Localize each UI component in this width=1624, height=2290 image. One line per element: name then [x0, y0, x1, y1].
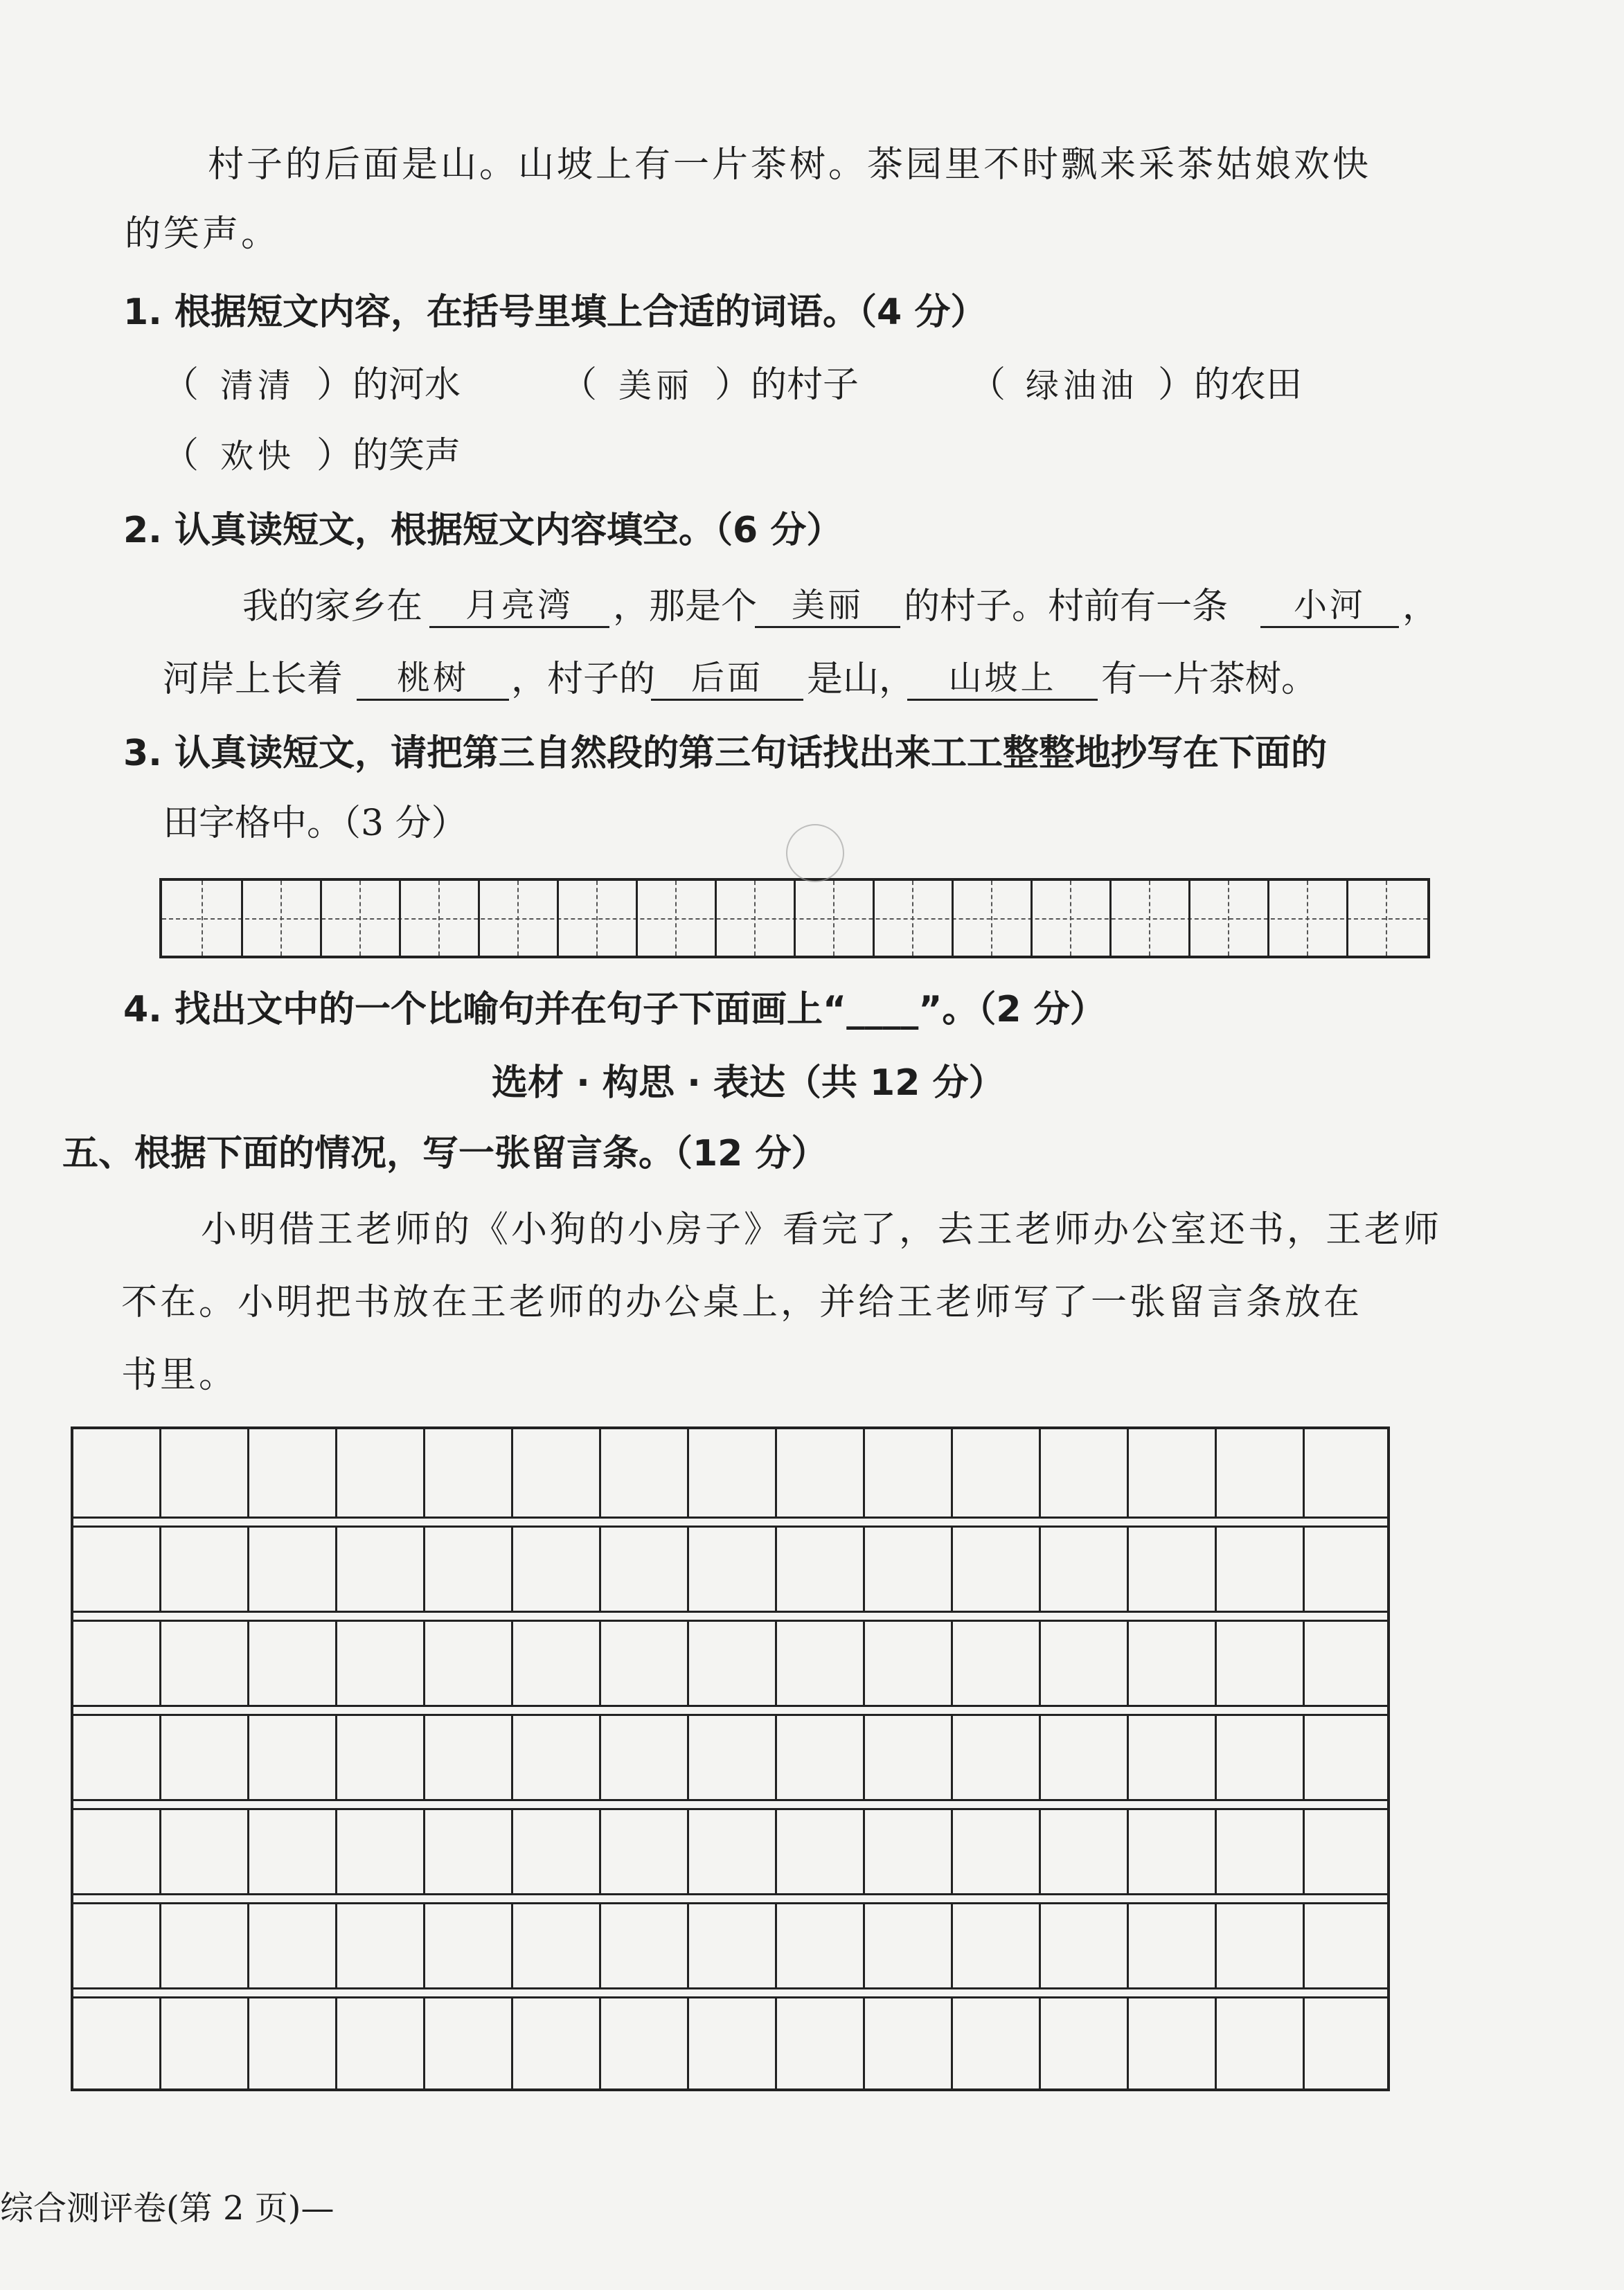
- q1-title: 1. 根据短文内容，在括号里填上合适的词语。（4 分）: [123, 292, 987, 333]
- q1-item-2: （ 美丽 ）的村子: [561, 364, 859, 406]
- intro-line-1: 村子的后面是山。山坡上有一片茶树。茶园里不时飘来采茶姑娘欢快: [208, 144, 1372, 186]
- q2-s1b: ，那是个: [613, 586, 758, 627]
- q1-item-1: （ 清清 ）的河水: [163, 364, 461, 406]
- q1-answer-2: 美丽: [618, 366, 694, 405]
- q1-answer-3: 绿油油: [1026, 366, 1139, 405]
- q2-s2a: 河岸上长着: [163, 659, 343, 700]
- q2-blank-2: 美丽: [755, 589, 900, 628]
- q5-line-2: 不在。小明把书放在王老师的办公桌上，并给王老师写了一张留言条放在: [121, 1282, 1363, 1323]
- q5-line-1: 小明借王老师的《小狗的小房子》看完了，去王老师办公室还书，王老师: [201, 1209, 1443, 1251]
- q2-s2c: 是山，: [807, 659, 916, 700]
- q1-item-4: （ 欢快 ）的笑声: [163, 435, 461, 476]
- q3-title-line-2: 田字格中。（3 分）: [163, 803, 467, 844]
- q1-answer-1: 清清: [220, 366, 296, 405]
- q2-blank-6: 山坡上: [907, 661, 1098, 701]
- q2-blank-5: 后面: [651, 661, 803, 701]
- watermark-stamp: [786, 824, 844, 882]
- q2-s1a: 我的家乡在: [242, 586, 423, 627]
- q2-s1d: ，: [1402, 586, 1439, 627]
- q2-blank-3: 小河: [1260, 589, 1399, 628]
- q3-title-line-1: 3. 认真读短文，请把第三自然段的第三句话找出来工工整整地抄写在下面的: [123, 733, 1328, 774]
- intro-line-2: 的笑声。: [125, 213, 280, 255]
- section-heading: 选材 · 构思 · 表达（共 12 分）: [492, 1062, 1005, 1104]
- q5-title: 五、根据下面的情况，写一张留言条。（12 分）: [62, 1133, 828, 1174]
- q1-item-3: （ 绿油油 ）的农田: [970, 364, 1303, 406]
- q4-title: 4. 找出文中的一个比喻句并在句子下面画上“____”。（2 分）: [123, 989, 1106, 1030]
- essay-grid[interactable]: [71, 1426, 1390, 2091]
- page-footer: 综合测评卷(第 2 页)—: [0, 2189, 334, 2228]
- q2-title: 2. 认真读短文，根据短文内容填空。（6 分）: [123, 510, 843, 551]
- q2-blank-1: 月亮湾: [429, 589, 609, 628]
- q2-blank-4: 桃树: [357, 661, 509, 701]
- tianzige-grid[interactable]: [159, 878, 1430, 958]
- q2-s2b: ，村子的: [511, 659, 656, 700]
- q5-line-3: 书里。: [121, 1354, 238, 1396]
- q2-s1c: 的村子。村前有一条: [904, 586, 1229, 627]
- q2-s2d: 有一片茶树。: [1101, 659, 1318, 700]
- q1-answer-4: 欢快: [220, 437, 296, 476]
